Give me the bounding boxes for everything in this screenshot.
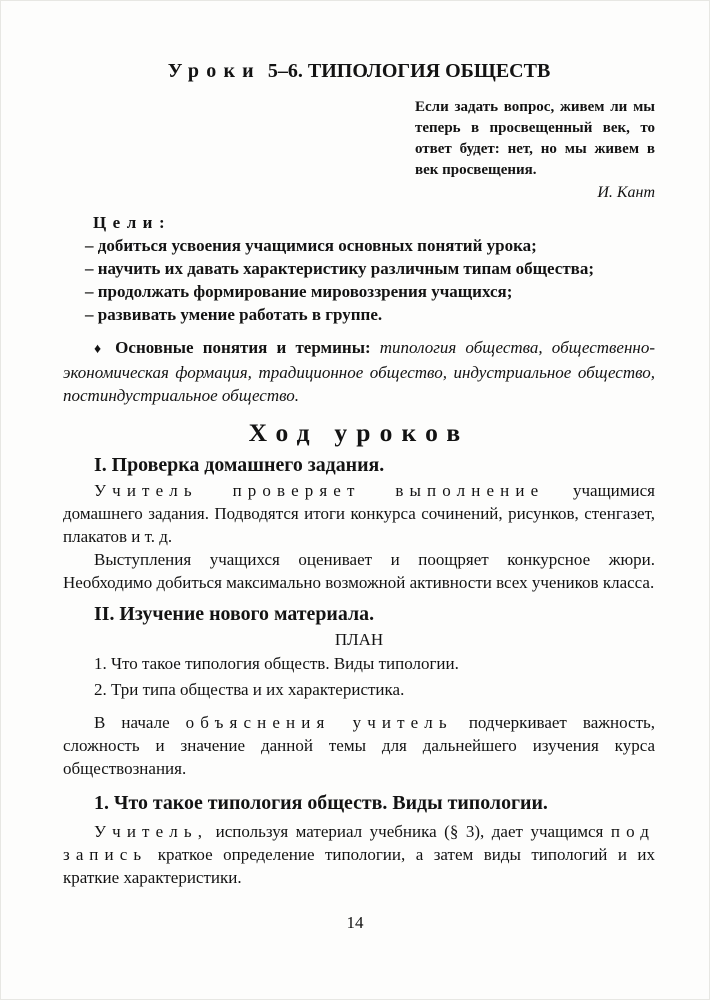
section-1-paragraph-2: Выступления учащихся оценивает и поощряет конкурсное жюри. Необходимо добиться максимально возможной активности всех учеников класса. — [63, 550, 655, 592]
goal-item: – добиться усвоения учащимися основных понятий урока; — [85, 236, 537, 255]
plan-item: 1. Что такое типология обществ. Виды типологии. — [94, 654, 459, 673]
key-terms-paragraph — [63, 336, 655, 407]
goal-item: – продолжать формирование мировоззрения учащихся; — [85, 282, 513, 301]
subsection-1-heading: 1. Что такое типология обществ. Виды типологии. — [94, 792, 548, 814]
page-number: 14 — [346, 913, 364, 932]
goal-item: – научить их давать характеристику различным типам общества; — [85, 259, 595, 278]
subsection-1-paragraph: Учитель, используя материал учебника (§ 3), дает учащимся под запись краткое определение типологии, а затем виды типологий и их краткие характеристики. — [63, 822, 655, 887]
epigraph-attribution: И. Кант — [597, 184, 655, 201]
spaced-run: под запись — [63, 822, 655, 864]
section-1-heading: I. Проверка домашнего задания. — [94, 454, 385, 476]
section-2-heading: II. Изучение нового материала. — [94, 603, 375, 625]
plan-item: 2. Три типа общества и их характеристика. — [94, 680, 405, 699]
goal-item: – развивать умение работать в группе. — [85, 305, 383, 324]
section-2-intro-paragraph: В начале объяснения учитель подчеркивает важность, сложность и значение данной темы для дальнейшего изучения курса обществознания. — [63, 713, 655, 778]
goals-label: Цели: — [93, 213, 172, 232]
epigraph — [415, 97, 655, 203]
key-terms-label: Основные понятия и термины: — [115, 338, 371, 357]
spaced-run: Учитель проверяет выполнение — [94, 481, 545, 500]
page-title — [63, 58, 655, 84]
diamond-bullet-icon: ♦ — [94, 342, 107, 357]
goals-section — [63, 211, 655, 326]
spaced-run: объяснения учитель — [185, 713, 453, 732]
course-of-lessons-heading: Ход уроков — [248, 418, 470, 447]
lesson-title-text: 5–6. ТИПОЛОГИЯ ОБЩЕСТВ — [267, 60, 551, 82]
lesson-label: Уроки — [167, 60, 261, 82]
key-terms-list: типология общества, общественно-экономическая формация, традиционное общество, индустриальное общество, постиндустриальное общество. — [63, 338, 655, 405]
epigraph-text: Если задать вопрос, живем ли мы теперь в просвещенный век, то ответ будет: нет, но мы живем в век просвещения. — [415, 99, 655, 178]
section-1-paragraph-1: Учитель проверяет выполнение учащимися домашнего задания. Подводятся итоги конкурса сочинений, рисунков, стенгазет, плакатов и т. д. — [63, 481, 655, 546]
plan-heading: ПЛАН — [334, 630, 384, 649]
spaced-run: Учитель, — [94, 822, 209, 841]
